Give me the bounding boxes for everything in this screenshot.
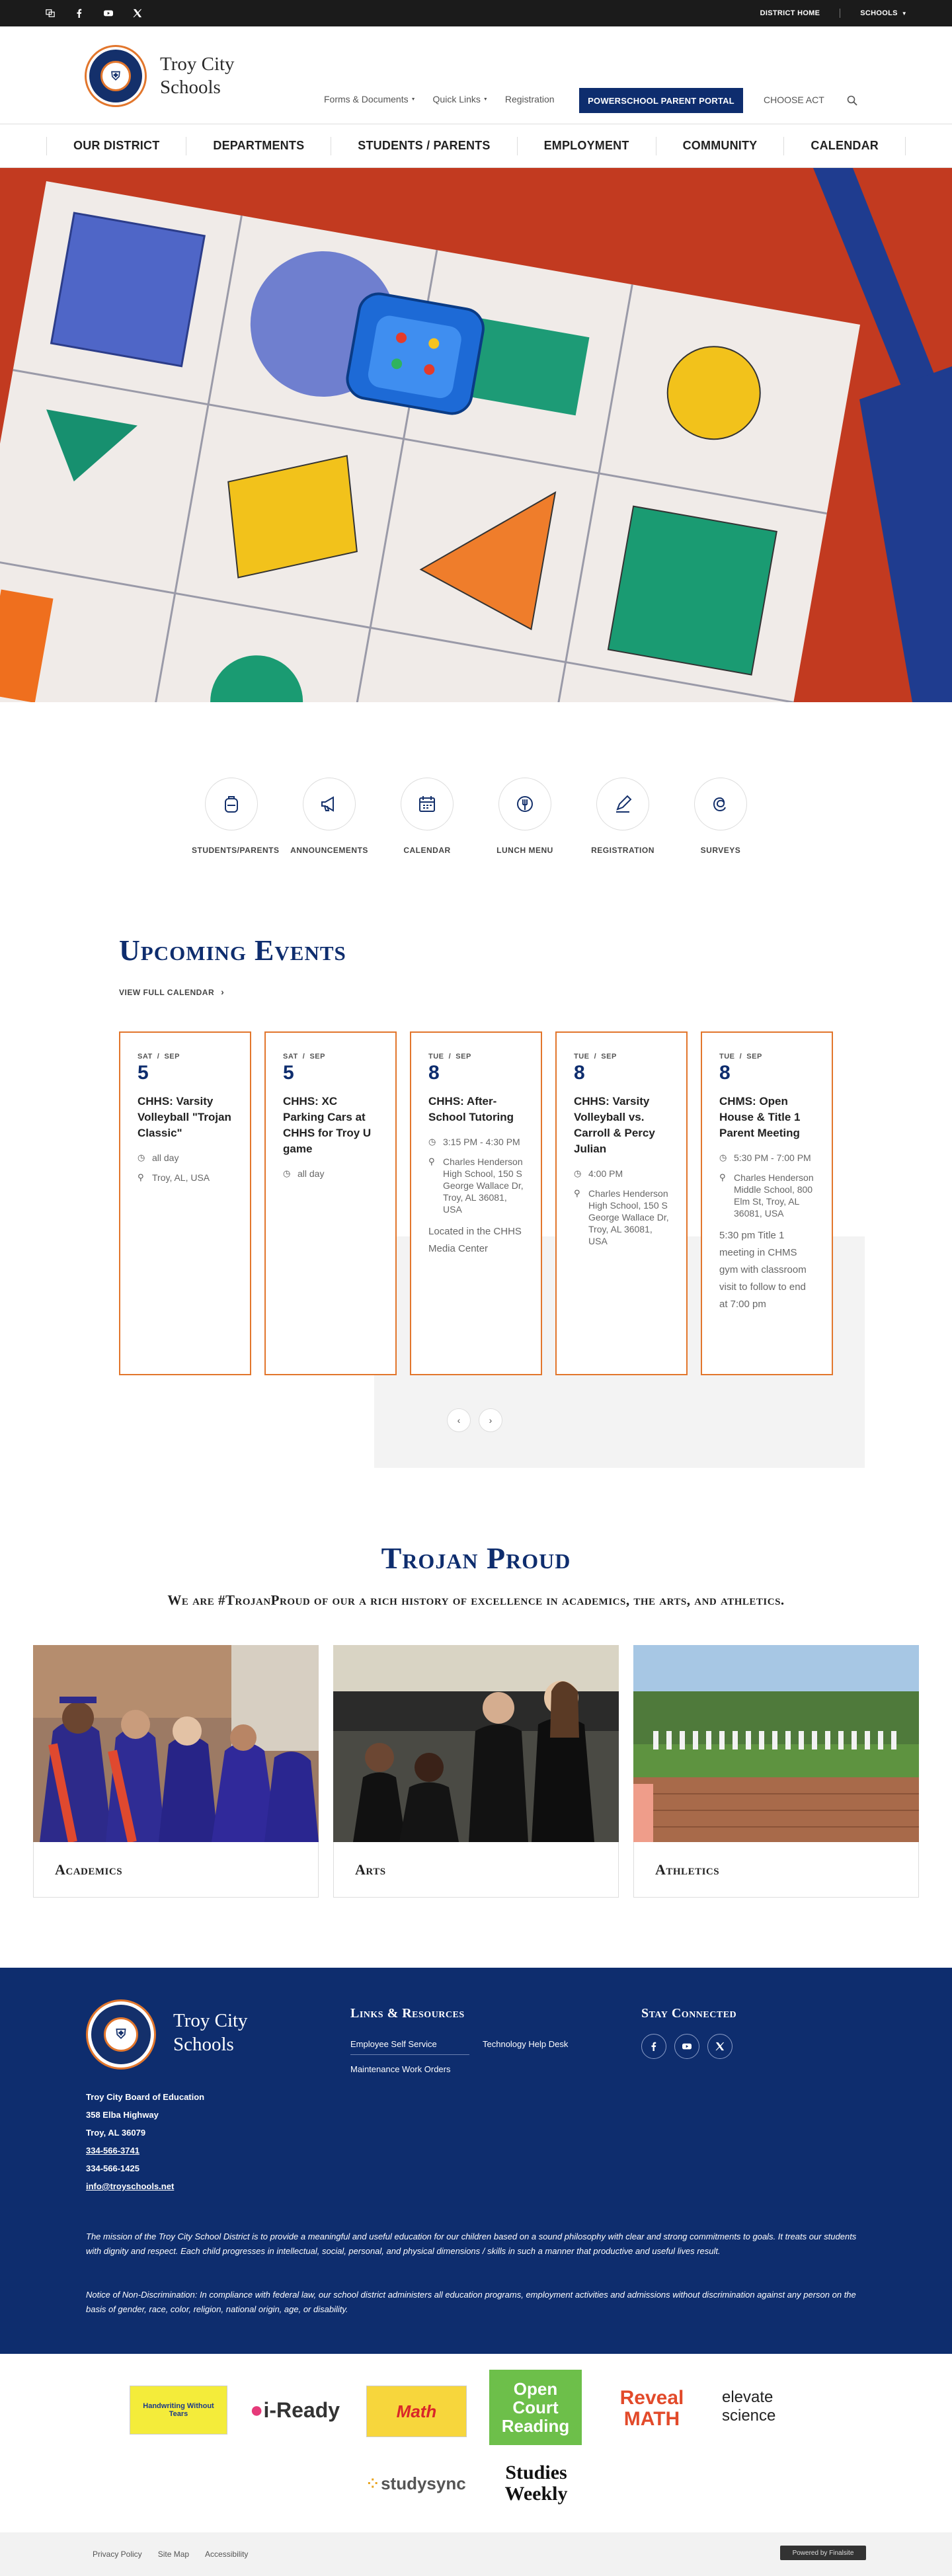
footer-brand-line-1: Troy City (173, 2010, 248, 2031)
tile-caption: Academics (33, 1842, 319, 1898)
powered-by-finalsite-badge[interactable]: Powered by Finalsite (780, 2546, 866, 2560)
brand-line-1: Troy City (160, 54, 235, 75)
event-dow: SAT (283, 1053, 298, 1061)
calendar-icon (401, 778, 454, 830)
utility-icons (45, 8, 143, 19)
event-month: SEP (746, 1053, 762, 1061)
event-dow: TUE (428, 1053, 444, 1061)
tile-caption: Arts (333, 1842, 619, 1898)
facebook-icon[interactable] (641, 2034, 666, 2059)
ql-label: CALENDAR (403, 846, 451, 855)
event-location-row (719, 1172, 814, 1219)
trojan-helmet-icon: ⛨ (104, 2017, 138, 2052)
event-time-row (719, 1152, 814, 1164)
powerschool-portal-button[interactable]: POWERSCHOOL PARENT PORTAL (579, 88, 743, 113)
studies-weekly-label: Studies Weekly (504, 2462, 568, 2505)
studysync-label: studysync (381, 2473, 466, 2493)
math-label: Math (396, 2401, 437, 2421)
address-org: Troy City Board of Education (86, 2092, 205, 2102)
site-header (0, 26, 952, 124)
event-month: SEP (601, 1053, 617, 1061)
phone-link[interactable]: 334-566-3741 (86, 2146, 139, 2155)
brand-line-2: Schools (160, 77, 221, 98)
reveal-label: Reveal MATH (619, 2387, 684, 2430)
event-date-label: TUE / SEP (574, 1053, 617, 1061)
clock-icon: ◷ (138, 1152, 145, 1162)
event-date-label: TUE / SEP (428, 1053, 471, 1061)
footer-brand-line-2: Schools (173, 2034, 234, 2055)
event-dow: TUE (719, 1053, 735, 1061)
event-card[interactable] (119, 1031, 251, 1375)
clock-icon: ◷ (428, 1137, 436, 1147)
mission-statement: The mission of the Troy City School District is to provide a meaningful and useful education for our children based on a sound philosophy with clear and strong commitments to goals. It treats our students with dignity and respect. Each child progresses in intellectual, social, personal, and physical dimensions / skills in such a manner that productive and useful lives result. (86, 2232, 857, 2256)
chevron-down-icon: ▼ (901, 11, 907, 17)
maintenance-work-orders-link[interactable]: Maintenance Work Orders (350, 2064, 451, 2074)
ql-students-parents[interactable] (192, 778, 280, 856)
district-logo[interactable] (85, 45, 147, 107)
event-title: CHHS: XC Parking Cars at CHHS for Troy U game (283, 1095, 372, 1155)
event-day: 8 (428, 1062, 440, 1084)
event-dow: TUE (574, 1053, 590, 1061)
event-day: 5 (138, 1062, 149, 1084)
view-full-calendar-link[interactable] (119, 986, 224, 997)
event-location-row (138, 1172, 233, 1184)
event-date-label: TUE / SEP (719, 1053, 762, 1061)
pen-icon (596, 778, 649, 830)
reveal-math-logo[interactable] (599, 2386, 705, 2432)
open-court-reading-logo[interactable] (489, 2370, 582, 2445)
event-meta (138, 1152, 233, 1184)
clock-icon: ◷ (574, 1168, 582, 1178)
nav-students-parents[interactable]: STUDENTS / PARENTS (331, 137, 517, 155)
youtube-icon[interactable] (674, 2034, 699, 2059)
nav-community[interactable]: COMMUNITY (656, 137, 785, 155)
open-court-label: Open Court Reading (501, 2379, 570, 2436)
event-time: 4:00 PM (588, 1168, 623, 1179)
address-city: Troy, AL 36079 (86, 2128, 146, 2138)
iready-label: i-Ready (263, 2397, 340, 2422)
chevron-down-icon: ▼ (411, 97, 416, 102)
district-home-link[interactable]: DISTRICT HOME (760, 9, 820, 17)
trojan-proud-heading: Trojan Proud (381, 1541, 571, 1575)
event-meta (428, 1136, 524, 1215)
event-title: CHHS: Varsity Volleyball "Trojan Classic" (138, 1095, 231, 1139)
ql-calendar[interactable] (387, 778, 467, 856)
studysync-dots-icon: ⁘ (367, 2476, 379, 2491)
address-street: 358 Elba Highway (86, 2110, 159, 2120)
footer-address (86, 2088, 204, 2195)
nav-our-district[interactable]: OUR DISTRICT (46, 137, 186, 155)
chevron-left-icon: ‹ (457, 1415, 461, 1426)
event-day: 8 (719, 1062, 731, 1084)
ql-label: REGISTRATION (591, 846, 654, 855)
quick-links-label: Quick Links (432, 94, 481, 104)
studysync-logo[interactable] (364, 2470, 469, 2497)
tile-caption: Athletics (633, 1842, 919, 1898)
search-icon[interactable] (847, 95, 857, 106)
ql-label: SURVEYS (700, 846, 741, 855)
elevate-label: elevate science (722, 2388, 776, 2425)
events-next-button[interactable] (479, 1408, 502, 1432)
arts-photo (333, 1645, 619, 1842)
event-day: 8 (574, 1062, 585, 1084)
nav-calendar[interactable]: CALENDAR (784, 137, 906, 155)
event-location: Troy, AL, USA (152, 1172, 210, 1183)
event-month: SEP (456, 1053, 471, 1061)
footer-brand (173, 2009, 248, 2056)
non-discrimination-notice: Notice of Non-Discrimination: In compliance with federal law, our school district administers all education programs, employment activities and admissions without discrimination against any person on the basis of gender, race, color, religion, national origin, age, or disability. (86, 2290, 856, 2314)
utility-bar (0, 0, 952, 26)
location-pin-icon: ⚲ (719, 1172, 726, 1182)
nav-employment[interactable]: EMPLOYMENT (518, 137, 656, 155)
ql-announcements[interactable] (290, 778, 369, 856)
handwriting-without-tears-logo[interactable] (130, 2386, 227, 2435)
utility-links (760, 9, 907, 18)
partner-logos (0, 2354, 952, 2532)
choose-act-link[interactable]: CHOOSE ACT (764, 95, 824, 105)
quick-links (0, 778, 952, 870)
chevron-right-icon: › (221, 986, 225, 997)
event-location: Charles Henderson High School, 150 S George Wallace Dr, Troy, AL 36081, USA (588, 1188, 669, 1246)
clock-icon: ◷ (283, 1168, 291, 1178)
x-icon[interactable] (707, 2034, 733, 2059)
iready-dot-icon: ● (249, 2397, 264, 2423)
brand-name[interactable] (160, 53, 235, 99)
event-card[interactable] (555, 1031, 688, 1375)
tile-arts[interactable] (333, 1645, 619, 1898)
site-footer (0, 1968, 952, 2354)
ql-label: LUNCH MENU (496, 846, 553, 855)
lunch-icon (498, 778, 551, 830)
links-heading: Links & Resources (350, 2006, 465, 2021)
threads-icon (694, 778, 747, 830)
event-time-row (574, 1168, 669, 1180)
ql-registration[interactable] (583, 778, 662, 856)
event-date-label: SAT / SEP (283, 1053, 325, 1061)
event-title: CHHS: Varsity Volleyball vs. Carroll & Percy Julian (574, 1095, 655, 1155)
event-month: SEP (164, 1053, 180, 1061)
clock-icon: ◷ (719, 1152, 727, 1162)
event-meta (719, 1152, 814, 1219)
registration-link[interactable]: Registration (504, 94, 555, 104)
event-description: 5:30 pm Title 1 meeting in CHMS gym with classroom visit to follow to end at 7:00 pm (719, 1230, 807, 1310)
x-icon[interactable] (132, 8, 143, 19)
ql-label: STUDENTS/PARENTS (192, 846, 280, 855)
event-time-row (428, 1136, 524, 1148)
shapes-mat-illustration (0, 168, 952, 702)
trojan-proud-subtitle: We are #TrojanProud of our a rich history of excellence in academics, the arts, and athletics. (167, 1592, 785, 1608)
stay-connected-heading: Stay Connected (641, 2006, 737, 2021)
chevron-right-icon: › (489, 1415, 493, 1426)
footer-logo[interactable] (86, 1999, 156, 2070)
ql-surveys[interactable] (681, 778, 760, 856)
event-time-row (283, 1168, 378, 1180)
ql-lunch-menu[interactable] (485, 778, 565, 856)
location-pin-icon: ⚲ (428, 1156, 435, 1166)
event-location-row (574, 1187, 669, 1247)
event-title: CHMS: Open House & Title 1 Parent Meeting (719, 1095, 801, 1139)
privacy-policy-link[interactable]: Privacy Policy (93, 2550, 142, 2559)
schools-label: SCHOOLS (860, 9, 898, 17)
logo-ring (91, 2005, 151, 2064)
studies-weekly-logo[interactable] (487, 2460, 586, 2507)
fax-number: 334-566-1425 (86, 2163, 139, 2173)
ql-label: ANNOUNCEMENTS (290, 846, 368, 855)
trojan-helmet-icon: ⛨ (100, 61, 131, 91)
header-nav (324, 93, 572, 106)
event-location-row (428, 1156, 524, 1215)
event-card[interactable] (264, 1031, 397, 1375)
event-time-row (138, 1152, 233, 1164)
tile-athletics[interactable] (633, 1645, 919, 1898)
quick-links-menu[interactable] (433, 94, 488, 104)
academics-photo (33, 1645, 319, 1842)
hero-image (0, 168, 952, 702)
hwt-label: Handwriting Without Tears (143, 2402, 214, 2418)
event-time: all day (298, 1168, 325, 1179)
events-prev-button[interactable] (447, 1408, 471, 1432)
technology-help-desk-link[interactable]: Technology Help Desk (483, 2039, 569, 2049)
event-month: SEP (309, 1053, 325, 1061)
tile-academics[interactable] (33, 1645, 319, 1898)
youtube-icon[interactable] (103, 8, 114, 19)
facebook-icon[interactable] (74, 8, 85, 19)
event-location: Charles Henderson Middle School, 800 Elm St, Troy, AL 36081, USA (734, 1172, 814, 1219)
accessibility-link[interactable]: Accessibility (205, 2550, 249, 2559)
logo-ring (89, 50, 142, 102)
backpack-icon (205, 778, 258, 830)
event-meta (574, 1168, 669, 1247)
nav-departments[interactable]: DEPARTMENTS (186, 137, 331, 155)
translate-icon[interactable] (45, 8, 56, 19)
iready-logo[interactable] (246, 2388, 344, 2432)
event-meta (283, 1168, 378, 1180)
event-dow: SAT (138, 1053, 153, 1061)
event-time: 3:15 PM - 4:30 PM (443, 1137, 520, 1147)
event-date-label: SAT / SEP (138, 1053, 180, 1061)
math-logo[interactable] (366, 2386, 467, 2437)
event-title: CHHS: After-School Tutoring (428, 1095, 514, 1123)
event-day: 5 (283, 1062, 294, 1084)
elevate-science-logo[interactable] (722, 2388, 828, 2425)
email-link[interactable]: info@troyschools.net (86, 2181, 175, 2191)
event-location: Charles Henderson High School, 150 S George Wallace Dr, Troy, AL 36081, USA (443, 1156, 524, 1215)
forms-documents-menu[interactable] (324, 94, 416, 104)
event-time: 5:30 PM - 7:00 PM (734, 1152, 811, 1163)
site-map-link[interactable]: Site Map (157, 2550, 190, 2559)
event-card[interactable] (410, 1031, 542, 1375)
main-nav (0, 124, 952, 168)
employee-self-service-link[interactable]: Employee Self Service (350, 2039, 469, 2055)
location-pin-icon: ⚲ (574, 1188, 580, 1198)
athletics-photo (633, 1645, 919, 1842)
chevron-down-icon: ▼ (483, 97, 488, 102)
view-calendar-label: VIEW FULL CALENDAR (119, 988, 215, 997)
events-heading: Upcoming Events (119, 934, 346, 967)
event-description: Located in the CHHS Media Center (428, 1226, 522, 1254)
event-time: all day (152, 1152, 179, 1163)
schools-dropdown[interactable] (860, 9, 907, 17)
location-pin-icon: ⚲ (138, 1172, 144, 1182)
forms-label: Forms & Documents (324, 94, 409, 104)
event-card[interactable] (701, 1031, 833, 1375)
megaphone-icon (303, 778, 356, 830)
